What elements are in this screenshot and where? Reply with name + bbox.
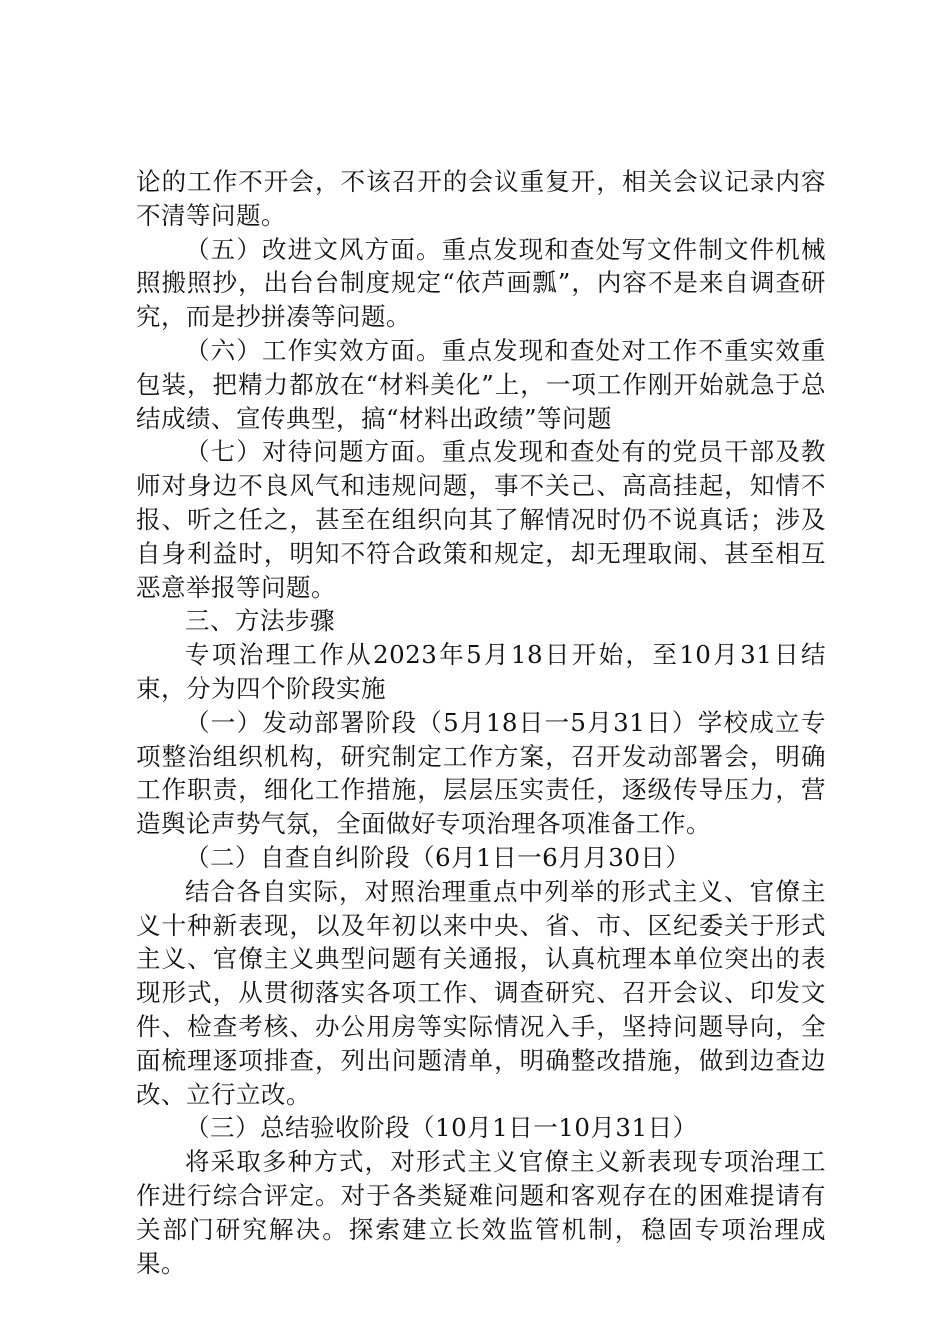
paragraph-schedule-overview: 专项治理工作从2023年5月18日开始，至10月31日结束，分为四个阶段实施 xyxy=(136,640,826,703)
paragraph-item-7-handling-problems: （七）对待问题方面。重点发现和查处有的党员干部及教师对身边不良风气和违规问题，事不关己、高高挂起，知情不报、听之任之，甚至在组织向其了解情况时仍不说真话；涉及自身利益时，明知不符合政策和规定，却无理取闹、甚至相互恶意举报等问题。 xyxy=(136,437,826,602)
paragraph-phase-1-mobilization: （一）发动部署阶段（5月18日一5月31日）学校成立专项整治组织机构，研究制定工作方案，召开发动部署会，明确工作职责，细化工作措施，层层压实责任，逐级传导压力，营造舆论声势气氛，全面做好专项治理各项准备工作。 xyxy=(136,707,826,839)
paragraph-phase-2-details: 结合各自实际，对照治理重点中列举的形式主义、官僚主义十种新表现，以及年初以来中央、省、市、区纪委关于形式主义、官僚主义典型问题有关通报，认真杭理本单位突出的表现形式，从贯彻落实各项工作、调查研究、召开会议、印发文件、检查考核、办公用房等实际情况入手，坚持问题导向，全面梳理逐项排查，列出问题清单，明确整改措施，做到边查边改、立行立改。 xyxy=(136,876,826,1109)
paragraph-phase-3-details: 将采取多种方式，对形式主义官僚主义新表现专项治理工作进行综合评定。对于各类疑难问题和客观存在的困难提请有关部门研究解决。探索建立长效监管机制，稳固专项治理成果。 xyxy=(136,1147,826,1278)
section-heading-methods-steps: 三、方法步骤 xyxy=(185,606,335,636)
subheading-phase-3-summary: （三）总结验收阶段（10月1日一10月31日） xyxy=(185,1113,698,1143)
paragraph-continuation: 论的工作不开会，不该召开的会议重复开，相关会议记录内容不清等问题。 xyxy=(136,167,826,230)
subheading-phase-2-self-inspection: （二）自查自纠阶段（6月1日一6月月30日） xyxy=(185,842,691,872)
paragraph-item-5-writing-style: （五）改进文风方面。重点发现和查处写文件制文件机械照搬照抄，出台台制度规定“依芦画瓢”，内容不是来自调查研究，而是抄拼凑等问题。 xyxy=(136,234,826,332)
paragraph-item-6-work-effectiveness: （六）工作实效方面。重点发现和查处对工作不重实效重包装，把精力都放在“材料美化”上，一项工作刚开始就急于总结成绩、宣传典型，搞“材料出政绩”等问题 xyxy=(136,335,826,433)
document-body xyxy=(136,165,826,1280)
